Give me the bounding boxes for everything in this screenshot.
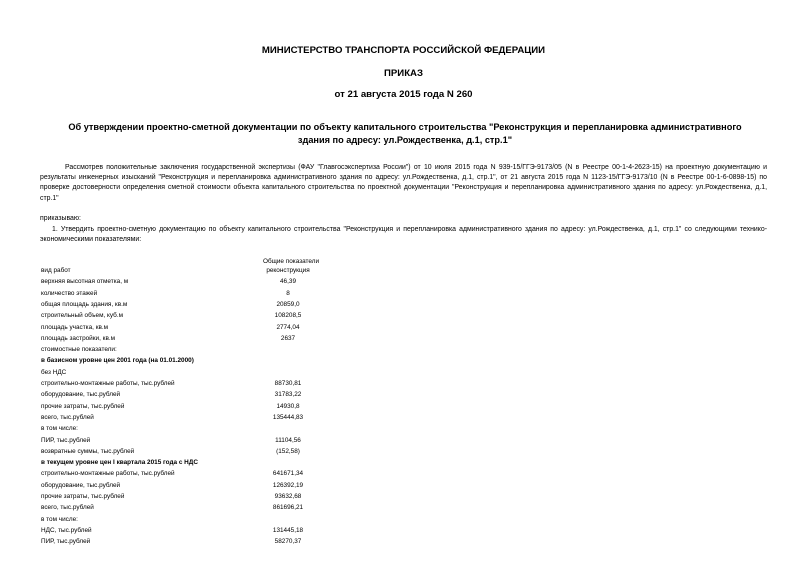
table-row bbox=[41, 413, 361, 423]
row-value: 2637 bbox=[280, 334, 296, 342]
row-label: верхняя высотная отметка, м bbox=[41, 278, 129, 286]
row-label: стоимостные показатели: bbox=[41, 346, 117, 354]
row-label: ПИР, тыс.рублей bbox=[41, 436, 91, 444]
row-value: 46,39 bbox=[280, 278, 296, 286]
table-row bbox=[41, 390, 361, 400]
row-label: в базисном уровне цен 2001 года (на 01.01.2000) bbox=[41, 357, 194, 365]
row-label: всего, тыс.рублей bbox=[41, 504, 94, 512]
row-label: строительно-монтажные работы, тыс.рублей bbox=[41, 380, 175, 387]
table-column-header: Общие показатели bbox=[262, 258, 320, 265]
row-value: 20859,0 bbox=[276, 300, 300, 308]
row-value: (152,58) bbox=[276, 447, 300, 455]
table-row bbox=[41, 537, 361, 547]
row-value: 11104,56 bbox=[275, 436, 301, 444]
table-row bbox=[41, 526, 361, 536]
table-row bbox=[41, 345, 361, 355]
row-value: 2774,04 bbox=[276, 323, 300, 331]
row-label: количество этажей bbox=[41, 289, 98, 297]
ministry-heading: МИНИСТЕРСТВО ТРАНСПОРТА РОССИЙСКОЙ ФЕДЕРАЦИИ bbox=[261, 45, 546, 56]
row-label: прочие затраты, тыс.рублей bbox=[41, 493, 125, 500]
row-value: 126392,19 bbox=[272, 481, 304, 489]
table-row bbox=[41, 311, 361, 321]
row-value: 135444,83 bbox=[272, 413, 304, 421]
document-type: ПРИКАЗ bbox=[384, 68, 423, 79]
row-value: 8 bbox=[286, 289, 290, 297]
table-row bbox=[41, 503, 361, 513]
table-row bbox=[41, 402, 361, 412]
row-label: прочие затраты, тыс.рублей bbox=[41, 402, 125, 410]
table-row bbox=[41, 277, 361, 287]
row-label: всего, тыс.рублей bbox=[41, 413, 94, 421]
row-value: реконструкция bbox=[266, 267, 310, 274]
row-label: площадь участка, кв.м bbox=[41, 323, 109, 331]
table-row bbox=[41, 515, 361, 525]
row-label: строительный объем, куб.м bbox=[41, 312, 123, 320]
row-label: НДС, тыс.рублей bbox=[41, 526, 92, 534]
table-row bbox=[41, 300, 361, 310]
row-label: оборудование, тыс.рублей bbox=[41, 481, 121, 489]
row-value: 88730,81 bbox=[274, 380, 302, 387]
table-row bbox=[41, 424, 361, 434]
item-1-paragraph: 1. Утвердить проектно-сметную документацию по объекту капитального строительства "Реконструкция и перепланировка административного здания по адресу: ул.Рождественка, д.1, стр.1" со следующими технико-экономическими показателями: bbox=[40, 226, 767, 244]
table-row bbox=[41, 334, 361, 344]
table-row bbox=[41, 436, 361, 446]
row-label: площадь застройки, кв.м bbox=[41, 334, 116, 342]
preamble-paragraph: Рассмотрев положительные заключения государственной экспертизы (ФАУ "Главгосэкспертиза России") от 10 июля 2015 года N 939-15/ГГЭ-9173/05 (N в Реестре 00-1-4-2623-15) на проектную документацию и результаты инженерных изысканий "Реконструкция и перепланировка административного здания по адресу: ул.Рождественка, д.1, стр.1", от 21 августа 2015 года N 1123-15/ГГЭ-9173/10 (N в Реестре 00-1-6-0898-15) по проверке достоверности определения сметной стоимости объекта капитального строительства по проектной документации "Реконструкция и перепланировка административного здания по адресу: ул.Рождественка, д.1, стр.1" bbox=[40, 164, 767, 202]
row-label: в том числе: bbox=[41, 425, 78, 433]
row-label: в текущем уровне цен I квартала 2015 года с НДС bbox=[41, 459, 198, 467]
table-row bbox=[41, 458, 361, 468]
row-label: вид работ bbox=[41, 267, 71, 274]
table-row bbox=[41, 447, 361, 457]
row-label: ПИР, тыс.рублей bbox=[41, 538, 91, 546]
row-label: возвратные суммы, тыс.рублей bbox=[41, 447, 135, 455]
table-row bbox=[41, 481, 361, 491]
document-title: Об утверждении проектно-сметной документации по объекту капитального строительства "Реконструкция и перепланировка административного здания по адресу: ул.Рождественка, д.1, стр.1" bbox=[68, 122, 742, 145]
row-label: строительно-монтажные работы, тыс.рублей bbox=[41, 470, 175, 478]
row-label: без НДС bbox=[41, 368, 67, 376]
row-label: общая площадь здания, кв.м bbox=[41, 300, 128, 308]
row-value: 58270,37 bbox=[274, 538, 302, 546]
table-row bbox=[41, 368, 361, 378]
table-row bbox=[41, 289, 361, 299]
order-word: приказываю: bbox=[40, 215, 81, 222]
row-value: 31783,22 bbox=[274, 391, 302, 399]
table-row bbox=[41, 356, 361, 366]
row-value: 93632,68 bbox=[274, 493, 302, 500]
table-row bbox=[41, 266, 361, 276]
row-label: оборудование, тыс.рублей bbox=[41, 391, 121, 399]
table-row bbox=[41, 469, 361, 479]
row-value: 131445,18 bbox=[272, 526, 304, 534]
table-row bbox=[41, 379, 361, 389]
row-value: 861696,21 bbox=[272, 504, 304, 512]
table-row bbox=[41, 323, 361, 333]
row-value: 14930,8 bbox=[276, 402, 300, 410]
document-date-number: от 21 августа 2015 года N 260 bbox=[334, 89, 473, 100]
row-label: в том числе: bbox=[41, 515, 78, 523]
row-value: 108208,5 bbox=[274, 312, 302, 320]
table-row bbox=[41, 492, 361, 502]
row-value: 641671,34 bbox=[272, 470, 304, 478]
